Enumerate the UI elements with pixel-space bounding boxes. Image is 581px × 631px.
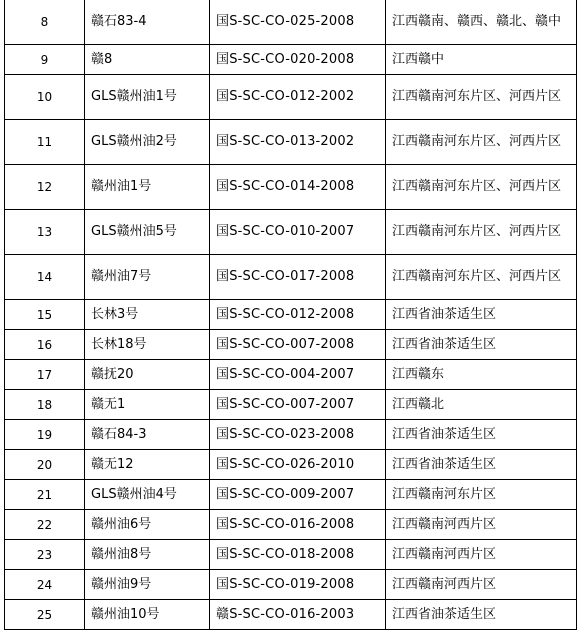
approval-code-cell: 国S-SC-CO-023-2008 [210, 420, 386, 450]
row-number-cell: 19 [5, 420, 85, 450]
row-number-cell: 10 [5, 75, 85, 120]
approval-code-cell: 国S-SC-CO-014-2008 [210, 165, 386, 210]
suitable-area-cell: 江西赣南河东片区 [386, 480, 577, 510]
approval-code-cell: 国S-SC-CO-013-2002 [210, 120, 386, 165]
variety-name-cell: GLS赣州油2号 [85, 120, 210, 165]
suitable-area-cell: 江西赣南、赣西、赣北、赣中 [386, 0, 577, 45]
suitable-area-cell: 江西赣中 [386, 45, 577, 75]
row-number-cell: 25 [5, 600, 85, 630]
row-number-cell: 11 [5, 120, 85, 165]
approval-code-cell: 国S-SC-CO-010-2007 [210, 210, 386, 255]
approval-code-cell: 国S-SC-CO-025-2008 [210, 0, 386, 45]
variety-name-cell: 赣抚20 [85, 360, 210, 390]
suitable-area-cell: 江西赣东 [386, 360, 577, 390]
row-number-cell: 16 [5, 330, 85, 360]
approval-code-cell: 国S-SC-CO-016-2008 [210, 510, 386, 540]
variety-name-cell: 赣无12 [85, 450, 210, 480]
suitable-area-cell: 江西省油茶适生区 [386, 330, 577, 360]
suitable-area-cell: 江西省油茶适生区 [386, 600, 577, 630]
variety-name-cell: GLS赣州油5号 [85, 210, 210, 255]
variety-name-cell: 长林3号 [85, 300, 210, 330]
variety-name-cell: 赣州油6号 [85, 510, 210, 540]
variety-name-cell: 赣石84-3 [85, 420, 210, 450]
variety-name-cell: 赣州油1号 [85, 165, 210, 210]
approval-code-cell: 国S-SC-CO-018-2008 [210, 540, 386, 570]
table-row [5, 510, 577, 540]
suitable-area-cell: 江西省油茶适生区 [386, 450, 577, 480]
table-row [5, 210, 577, 255]
variety-name-cell: 长林18号 [85, 330, 210, 360]
suitable-area-cell: 江西赣南河东片区、河西片区 [386, 255, 577, 300]
row-number-cell: 9 [5, 45, 85, 75]
suitable-area-cell: 江西省油茶适生区 [386, 300, 577, 330]
approval-code-cell: 赣S-SC-CO-016-2003 [210, 600, 386, 630]
variety-name-cell: 赣石83-4 [85, 0, 210, 45]
table-row [5, 120, 577, 165]
row-number-cell: 8 [5, 0, 85, 45]
variety-name-cell: 赣无1 [85, 390, 210, 420]
table-row [5, 45, 577, 75]
variety-name-cell: 赣州油7号 [85, 255, 210, 300]
row-number-cell: 18 [5, 390, 85, 420]
approval-code-cell: 国S-SC-CO-007-2007 [210, 390, 386, 420]
table-row [5, 255, 577, 300]
table-body [5, 0, 577, 630]
suitable-area-cell: 江西赣南河西片区 [386, 540, 577, 570]
suitable-area-cell: 江西赣南河东片区、河西片区 [386, 210, 577, 255]
approval-code-cell: 国S-SC-CO-012-2002 [210, 75, 386, 120]
row-number-cell: 17 [5, 360, 85, 390]
approval-code-cell: 国S-SC-CO-020-2008 [210, 45, 386, 75]
approval-code-cell: 国S-SC-CO-004-2007 [210, 360, 386, 390]
row-number-cell: 15 [5, 300, 85, 330]
variety-table [4, 0, 577, 630]
row-number-cell: 22 [5, 510, 85, 540]
variety-name-cell: 赣州油10号 [85, 600, 210, 630]
suitable-area-cell: 江西省油茶适生区 [386, 420, 577, 450]
table-row [5, 450, 577, 480]
approval-code-cell: 国S-SC-CO-026-2010 [210, 450, 386, 480]
variety-name-cell: 赣州油9号 [85, 570, 210, 600]
table-row [5, 480, 577, 510]
variety-name-cell: GLS赣州油1号 [85, 75, 210, 120]
table-row [5, 570, 577, 600]
row-number-cell: 13 [5, 210, 85, 255]
approval-code-cell: 国S-SC-CO-007-2008 [210, 330, 386, 360]
suitable-area-cell: 江西赣南河东片区、河西片区 [386, 120, 577, 165]
variety-name-cell: 赣州油8号 [85, 540, 210, 570]
row-number-cell: 21 [5, 480, 85, 510]
table-row [5, 0, 577, 45]
approval-code-cell: 国S-SC-CO-012-2008 [210, 300, 386, 330]
suitable-area-cell: 江西赣北 [386, 390, 577, 420]
variety-name-cell: GLS赣州油4号 [85, 480, 210, 510]
table-row [5, 540, 577, 570]
row-number-cell: 23 [5, 540, 85, 570]
suitable-area-cell: 江西赣南河西片区 [386, 570, 577, 600]
table-row [5, 165, 577, 210]
table-row [5, 75, 577, 120]
table-row [5, 420, 577, 450]
variety-name-cell: 赣8 [85, 45, 210, 75]
table-row [5, 390, 577, 420]
suitable-area-cell: 江西赣南河西片区 [386, 510, 577, 540]
row-number-cell: 12 [5, 165, 85, 210]
row-number-cell: 24 [5, 570, 85, 600]
suitable-area-cell: 江西赣南河东片区、河西片区 [386, 165, 577, 210]
suitable-area-cell: 江西赣南河东片区、河西片区 [386, 75, 577, 120]
row-number-cell: 14 [5, 255, 85, 300]
table-row [5, 300, 577, 330]
table-row [5, 330, 577, 360]
approval-code-cell: 国S-SC-CO-017-2008 [210, 255, 386, 300]
table-row [5, 600, 577, 630]
table-row [5, 360, 577, 390]
row-number-cell: 20 [5, 450, 85, 480]
approval-code-cell: 国S-SC-CO-019-2008 [210, 570, 386, 600]
approval-code-cell: 国S-SC-CO-009-2007 [210, 480, 386, 510]
